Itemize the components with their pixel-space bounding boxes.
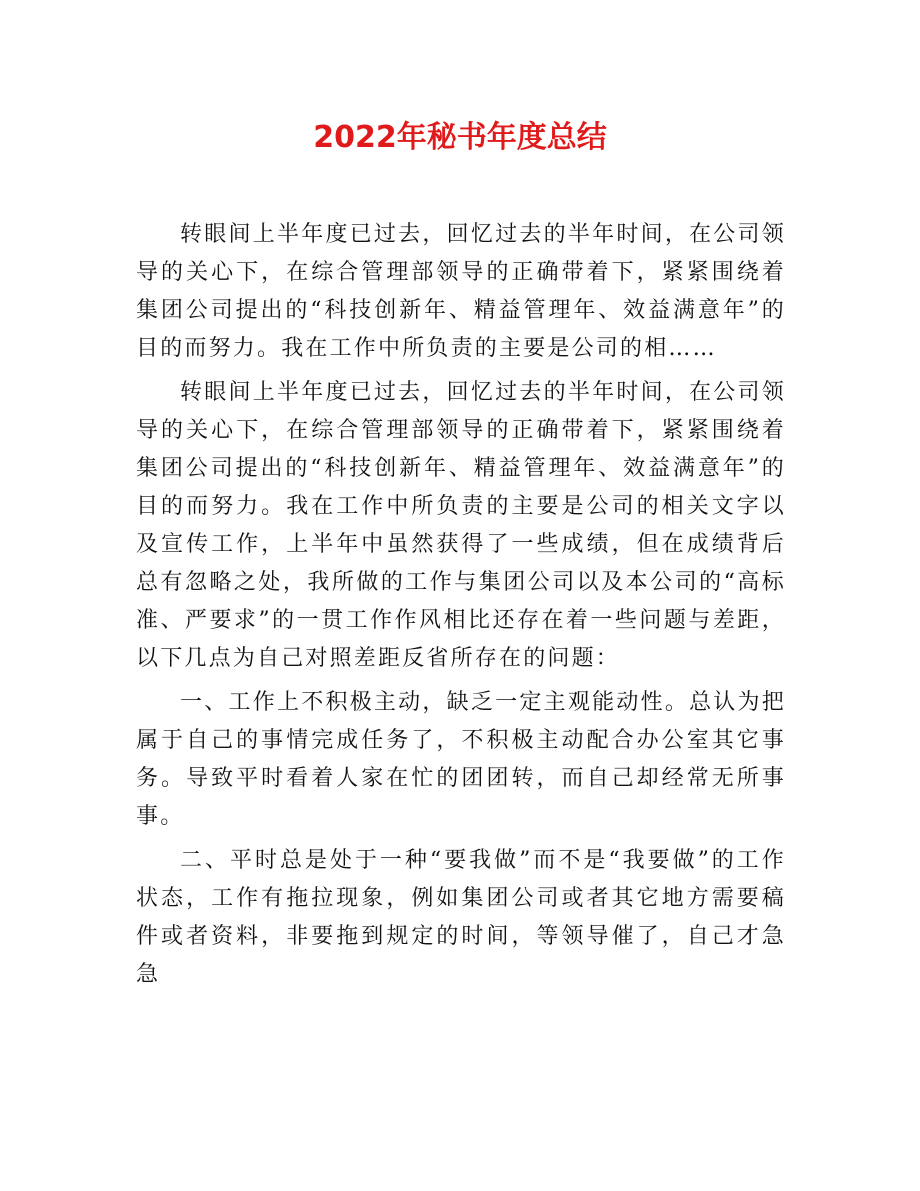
document-body xyxy=(136,216,786,1000)
paragraph-problem-two: 二、平时总是处于一种“要我做”而不是“我要做”的工作状态，工作有拖拉现象，例如集团公司或者其它地方需要稿件或者资料，非要拖到规定的时间，等领导催了，自己才急急 xyxy=(136,848,786,987)
paragraph-problem-one: 一、工作上不积极主动，缺乏一定主观能动性。总认为把属于自己的事情完成任务了，不积极主动配合办公室其它事务。导致平时看着人家在忙的团团转，而自己却经常无所事事。 xyxy=(136,690,786,829)
paragraph-summary-intro: 转眼间上半年度已过去，回忆过去的半年时间，在公司领导的关心下，在综合管理部领导的正确带着下，紧紧围绕着集团公司提出的“科技创新年、精益管理年、效益满意年”的目的而努力。我在工作中所负责的主要是公司的相…… xyxy=(136,222,786,361)
document-title: 2022年秘书年度总结 xyxy=(313,120,607,155)
paragraph-full-intro: 转眼间上半年度已过去，回忆过去的半年时间，在公司领导的关心下，在综合管理部领导的正确带着下，紧紧围绕着集团公司提出的“科技创新年、精益管理年、效益满意年”的目的而努力。我在工作中所负责的主要是公司的相关文字以及宣传工作，上半年中虽然获得了一些成绩，但在成绩背后总有忽略之处，我所做的工作与集团公司以及本公司的“高标准、严要求”的一贯工作作风相比还存在着一些问题与差距，以下几点为自己对照差距反省所存在的问题： xyxy=(136,380,786,671)
